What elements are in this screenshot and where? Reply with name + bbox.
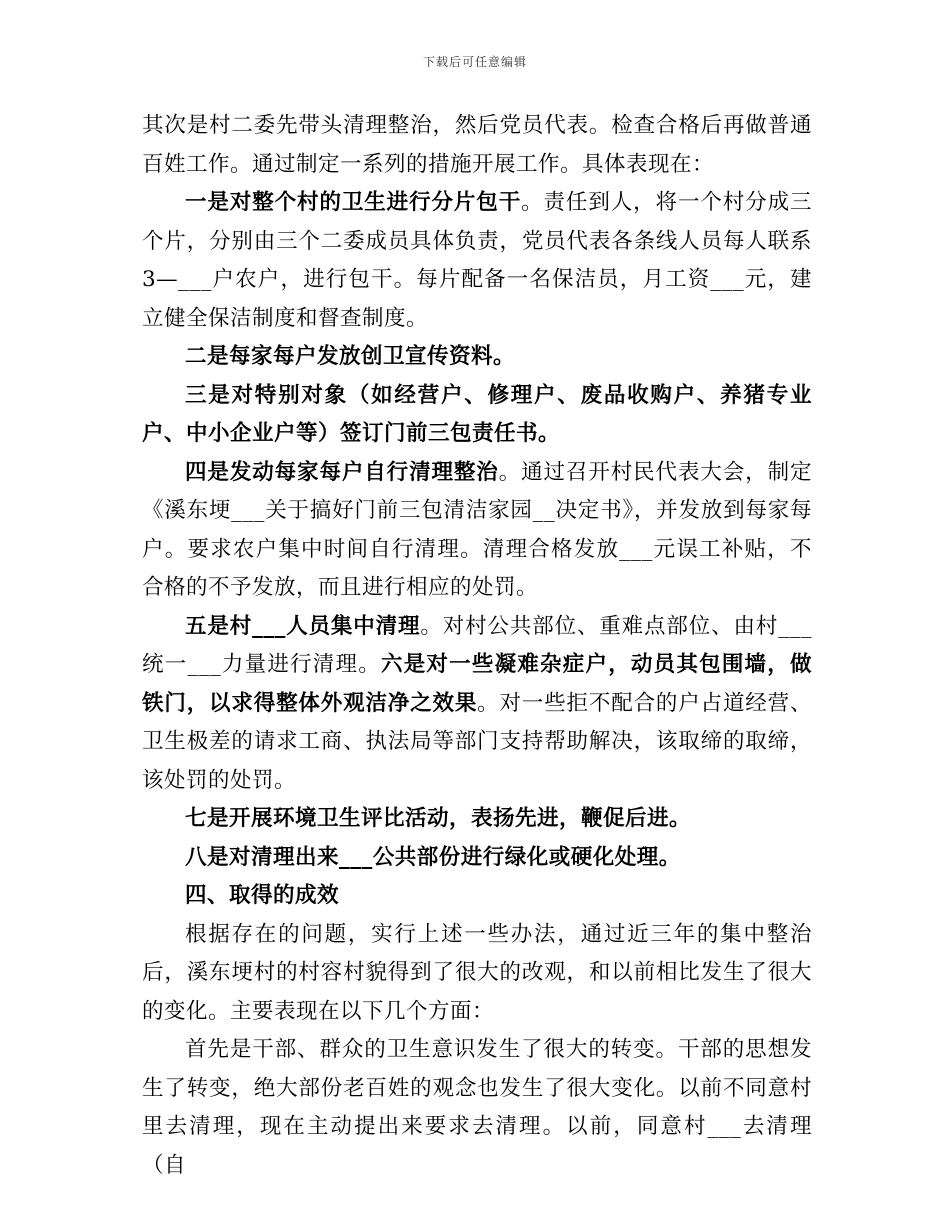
measure-4-text: 。通过召开村民代表大会，制定《溪东埂___关于搞好门前三包清洁家园__决定书》，并发放到每家每户。要求农户集中时间自行清理。清理合格发放___元误工补贴，不合格的不予发放，而且进行相应的处罚。 xyxy=(142,459,812,600)
measure-6-text: 。对一些拒不配合的户占道经营、卫生极差的请求工商、执法局等部门支持帮助解决，该取缔的取缔，该处罚的处罚。 xyxy=(142,690,812,793)
paragraph-results-intro: 根据存在的问题，实行上述一些办法，通过近三年的集中整治后，溪东埂村的村容村貌得到了很大的改观，和以前相比发生了很大的变化。主要表现在以下几个方面： xyxy=(142,921,812,1024)
measure-2-heading: 二是每家每户发放创卫宣传资料。 xyxy=(185,344,516,369)
measure-3-heading: 三是对特别对象（如经营户、修理户、废品收购户、养猪专业户、中小企业户等）签订门前三包责任书。 xyxy=(142,382,812,446)
paragraph-measure-4 xyxy=(142,454,812,608)
measure-5-text: 。对村公共部位、重难点部位、由村___统一___力量进行清理。 xyxy=(142,613,812,677)
paragraph-measure-2 xyxy=(142,338,812,377)
section-heading-results xyxy=(142,877,812,916)
paragraph-results-first: 首先是干部、群众的卫生意识发生了很大的转变。干部的思想发生了转变，绝大部份老百姓的观念也发生了很大变化。以前不同意村里去清理，现在主动提出来要求去清理。以前，同意村___去清理（自 xyxy=(142,1037,812,1178)
paragraph-measure-3 xyxy=(142,377,812,454)
paragraph-measure-7 xyxy=(142,800,812,839)
measure-8-heading: 八是对清理出来___公共部份进行绿化或硬化处理。 xyxy=(185,844,681,870)
measure-7-heading: 七是开展环境卫生评比活动，表扬先进，鞭促后进。 xyxy=(185,806,692,831)
measure-6-heading: 六是对一些凝难杂症户，动员其包围墙，做铁门，以求得整体外观洁净之效果 xyxy=(142,652,812,716)
page-header-note: 下载后可任意编辑 xyxy=(422,55,527,69)
paragraph-measure-8 xyxy=(142,839,812,878)
measure-4-heading: 四是发动每家每户自行清理整治 xyxy=(185,459,499,485)
document-body xyxy=(142,107,812,1185)
paragraph-measure-5-6 xyxy=(142,608,812,801)
measure-1-text: 。责任到人，将一个村分成三个片，分别由三个二委成员具体负责，党员代表各条线人员每人联系3—___户农户，进行包干。每片配备一名保洁员，月工资___元，建立健全保洁制度和督查制度。 xyxy=(142,190,812,331)
measure-1-heading: 一是对整个村的卫生进行分片包干 xyxy=(185,190,522,215)
paragraph-intro: 其次是村二委先带头清理整治，然后党员代表。检查合格后再做普通百姓工作。通过制定一系列的措施开展工作。具体表现在： xyxy=(142,113,812,177)
paragraph-measure-1 xyxy=(142,184,812,338)
measure-5-heading: 五是村___人员集中清理 xyxy=(185,613,421,639)
results-heading: 四、取得的成效 xyxy=(185,883,340,908)
